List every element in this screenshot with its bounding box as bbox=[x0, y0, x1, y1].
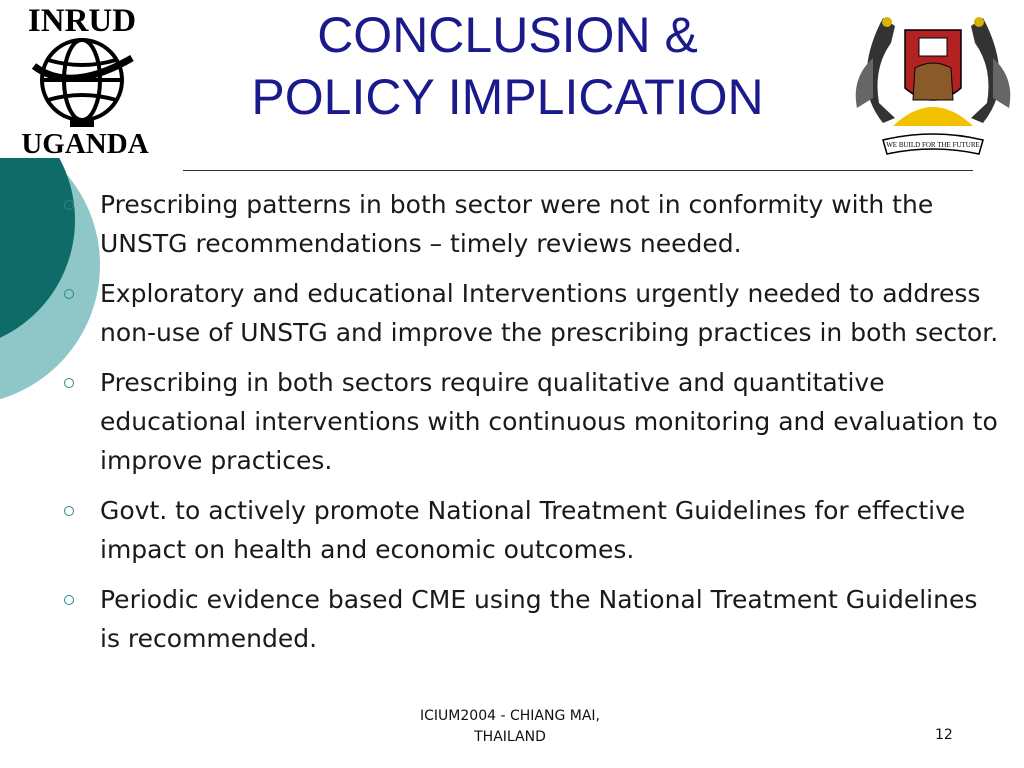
svg-text:UGANDA: UGANDA bbox=[21, 128, 149, 158]
title-line-1: CONCLUSION & bbox=[317, 7, 698, 63]
crane-right-icon bbox=[971, 17, 1010, 123]
list-item bbox=[60, 363, 1005, 480]
list-item bbox=[60, 491, 1005, 569]
bullet-circle-icon bbox=[64, 595, 74, 605]
svg-text:INRUD: INRUD bbox=[27, 3, 137, 39]
university-crest-logo bbox=[843, 8, 1023, 158]
list-item bbox=[60, 274, 1005, 352]
page-title bbox=[175, 4, 840, 128]
footer-line-2: THAILAND bbox=[474, 729, 546, 745]
list-item bbox=[60, 185, 1005, 263]
list-item bbox=[60, 580, 1005, 658]
bullet-text: Prescribing in both sectors require qualitative and quantitative educational interventions with continuous monitoring and evaluation to improve practices. bbox=[100, 368, 998, 475]
bullet-circle-icon bbox=[64, 378, 74, 388]
bullet-text: Periodic evidence based CME using the National Treatment Guidelines is recommended. bbox=[100, 585, 978, 653]
bullet-circle-icon bbox=[64, 289, 74, 299]
footer-line-1: ICIUM2004 - CHIANG MAI, bbox=[420, 708, 600, 724]
bullet-text: Govt. to actively promote National Treatment Guidelines for effective impact on health and economic outcomes. bbox=[100, 496, 966, 564]
slide-footer bbox=[385, 706, 635, 748]
bullet-text: Prescribing patterns in both sector were not in conformity with the UNSTG recommendations – timely reviews needed. bbox=[100, 190, 934, 258]
bullet-list bbox=[60, 185, 1005, 669]
crane-left-icon bbox=[856, 17, 895, 123]
title-line-2: POLICY IMPLICATION bbox=[251, 69, 764, 125]
bullet-circle-icon bbox=[64, 506, 74, 516]
bullet-text: Exploratory and educational Interventions urgently needed to address non-use of UNSTG and improve the prescribing practices in both sector. bbox=[100, 279, 999, 347]
bullet-circle-icon bbox=[64, 200, 74, 210]
page-number: 12 bbox=[935, 727, 953, 743]
crest-motto: WE BUILD FOR THE FUTURE bbox=[886, 141, 980, 149]
title-divider bbox=[183, 170, 973, 171]
inrud-uganda-logo bbox=[0, 0, 172, 158]
